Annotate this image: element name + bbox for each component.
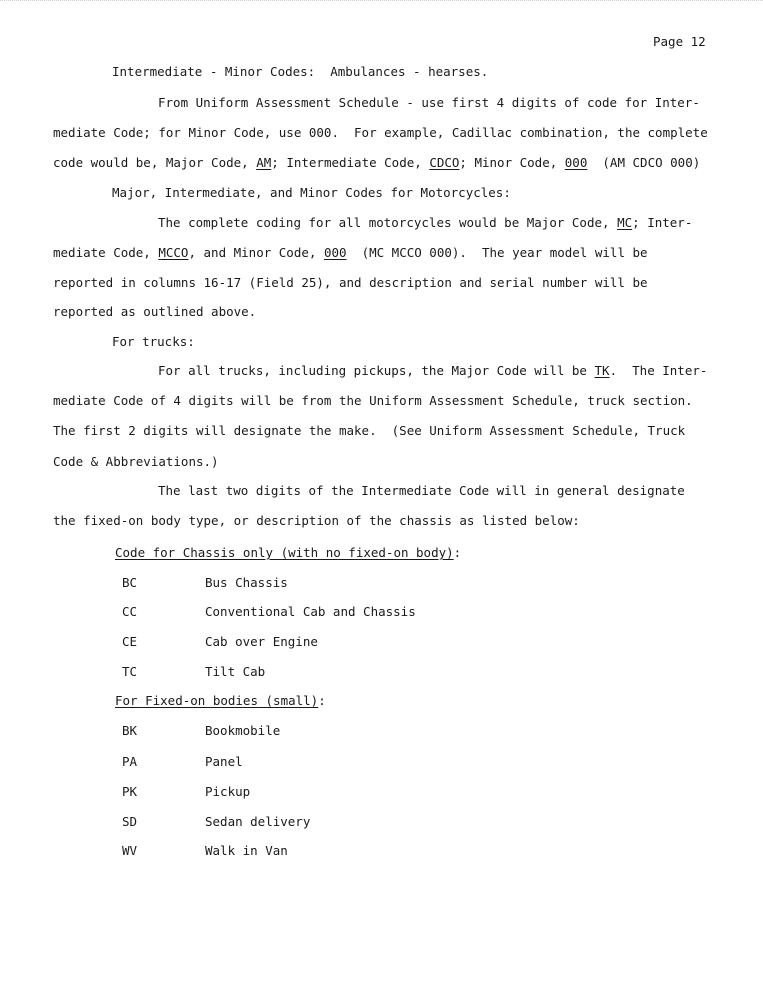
paragraph-line <box>53 245 648 261</box>
code-value: CC <box>122 604 138 619</box>
code-value: PA <box>122 754 138 769</box>
paragraph-line <box>53 155 700 171</box>
paragraph-line: The last two digits of the Intermediate Code will in general designate <box>158 483 685 498</box>
bodies-heading-text: For Fixed-on bodies (small) <box>115 693 319 708</box>
code-description: Conventional Cab and Chassis <box>205 604 416 619</box>
paragraph-line <box>158 363 707 379</box>
paragraph-line: The first 2 digits will designate the make. (See Uniform Assessment Schedule, Truck <box>53 423 686 438</box>
paragraph-line <box>158 215 692 231</box>
text-span: ; Intermediate Code, <box>271 155 430 170</box>
code-description: Walk in Van <box>205 843 288 858</box>
code-description: Cab over Engine <box>205 634 318 649</box>
heading-colon: : <box>318 693 326 708</box>
intermediate-code-mcco: MCCO <box>158 245 189 260</box>
code-value: WV <box>122 843 138 858</box>
paragraph-line: mediate Code of 4 digits will be from the Uniform Assessment Schedule, truck section. <box>53 393 693 408</box>
code-value: BK <box>122 723 138 738</box>
chassis-heading-text: Code for Chassis only (with no fixed-on body) <box>115 545 454 560</box>
text-span: ; Minor Code, <box>459 155 565 170</box>
code-value: PK <box>122 784 138 799</box>
minor-code-000: 000 <box>564 155 588 170</box>
code-description: Pickup <box>205 784 251 799</box>
paragraph-line: From Uniform Assessment Schedule - use first 4 digits of code for Inter- <box>158 95 700 110</box>
heading-trucks: For trucks: <box>112 334 195 349</box>
chassis-codes-heading <box>115 545 461 561</box>
code-description: Bus Chassis <box>205 575 288 590</box>
code-description: Sedan delivery <box>205 814 311 829</box>
paragraph-line: Code & Abbreviations.) <box>53 454 219 469</box>
text-span: mediate Code, <box>53 245 159 260</box>
page-number: Page 12 <box>653 34 706 49</box>
major-code-tk: TK <box>594 363 610 378</box>
code-value: CE <box>122 634 138 649</box>
paragraph-line: reported in columns 16-17 (Field 25), and description and serial number will be <box>53 275 648 290</box>
bodies-codes-heading <box>115 693 326 709</box>
major-code-mc: MC <box>617 215 633 230</box>
page-top-edge <box>0 0 763 2</box>
paragraph-line: the fixed-on body type, or description of the chassis as listed below: <box>53 513 580 528</box>
intermediate-code-cdco: CDCO <box>429 155 460 170</box>
text-span: . The Inter- <box>609 363 708 378</box>
code-description: Bookmobile <box>205 723 281 738</box>
paragraph-line: mediate Code; for Minor Code, use 000. For example, Cadillac combination, the complete <box>53 125 708 140</box>
heading-motorcycles: Major, Intermediate, and Minor Codes for Motorcycles: <box>112 185 511 200</box>
heading-colon: : <box>453 545 462 560</box>
code-value: SD <box>122 814 138 829</box>
heading-ambulances: Intermediate - Minor Codes: Ambulances - hearses. <box>112 64 489 79</box>
code-value: TC <box>122 664 138 679</box>
text-span: For all trucks, including pickups, the Major Code will be <box>158 363 595 378</box>
text-span: (MC MCCO 000). The year model will be <box>346 245 648 260</box>
text-span: The complete coding for all motorcycles would be Major Code, <box>158 215 618 230</box>
minor-code-000: 000 <box>323 245 347 260</box>
text-span: , and Minor Code, <box>188 245 324 260</box>
text-span: code would be, Major Code, <box>53 155 257 170</box>
paragraph-line: reported as outlined above. <box>53 304 257 319</box>
major-code-am: AM <box>256 155 272 170</box>
code-description: Tilt Cab <box>205 664 266 679</box>
code-value: BC <box>122 575 138 590</box>
text-span: (AM CDCO 000) <box>587 155 701 170</box>
text-span: ; Inter- <box>632 215 693 230</box>
code-description: Panel <box>205 754 243 769</box>
